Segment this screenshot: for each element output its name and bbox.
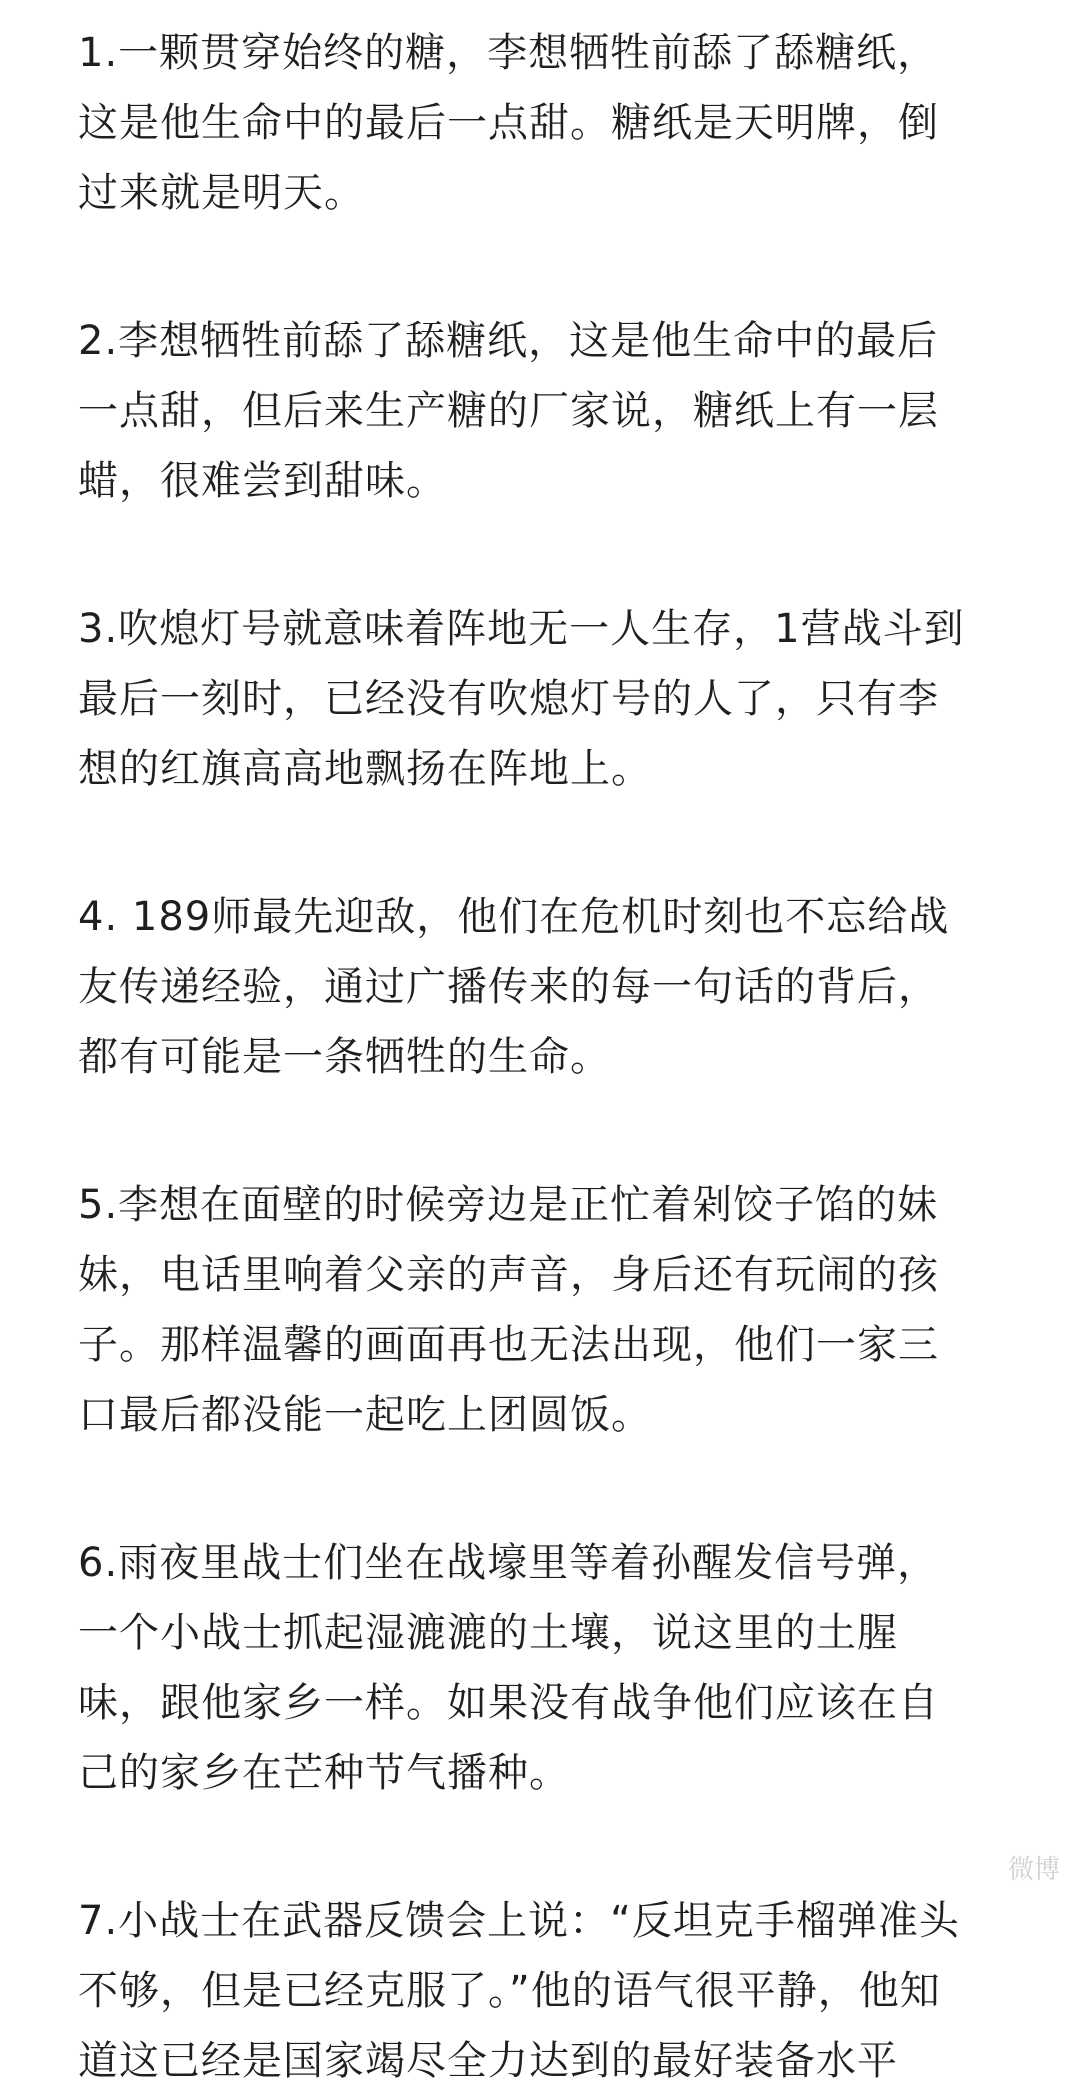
paragraph-2: 2.李想牺牲前舔了舔糖纸，这是他生命中的最后 一点甜，但后来生产糖的厂家说，糖纸上有一层 蜡，很难尝到甜味。: [78, 318, 939, 504]
paragraph-6: 6.雨夜里战士们坐在战壕里等着孙醒发信号弹， 一个小战士抓起湿漉漉的土壤，说这里的土腥 味，跟他家乡一样。如果没有战争他们应该在自 己的家乡在芒种节气播种。: [78, 1540, 939, 1796]
paragraph-4: 4. 189师最先迎敌，他们在危机时刻也不忘给战 友传递经验，通过广播传来的每一句话的背后， 都有可能是一条牺牲的生命。: [78, 894, 950, 1080]
paragraph-3: 3.吹熄灯号就意味着阵地无一人生存，1营战斗到 最后一刻时，已经没有吹熄灯号的人了，只有李 想的红旗高高地飘扬在阵地上。: [78, 606, 965, 792]
article-body: [78, 18, 1008, 2096]
weibo-watermark: 微博: [1007, 1855, 1060, 1885]
paragraph-1: 1.一颗贯穿始终的糖，李想牺牲前舔了舔糖纸， 这是他生命中的最后一点甜。糖纸是天明牌，倒 过来就是明天。: [78, 30, 939, 216]
paragraph-5: 5.李想在面壁的时候旁边是正忙着剁饺子馅的妹 妹，电话里响着父亲的声音，身后还有玩闹的孩 子。那样温馨的画面再也无法出现，他们一家三 口最后都没能一起吃上团圆饭。: [78, 1182, 939, 1438]
paragraph-7: 7.小战士在武器反馈会上说：“反坦克手榴弹准头 不够，但是已经克服了。”他的语气很平静，他知 道这已经是国家竭尽全力达到的最好装备水平: [78, 1898, 960, 2084]
